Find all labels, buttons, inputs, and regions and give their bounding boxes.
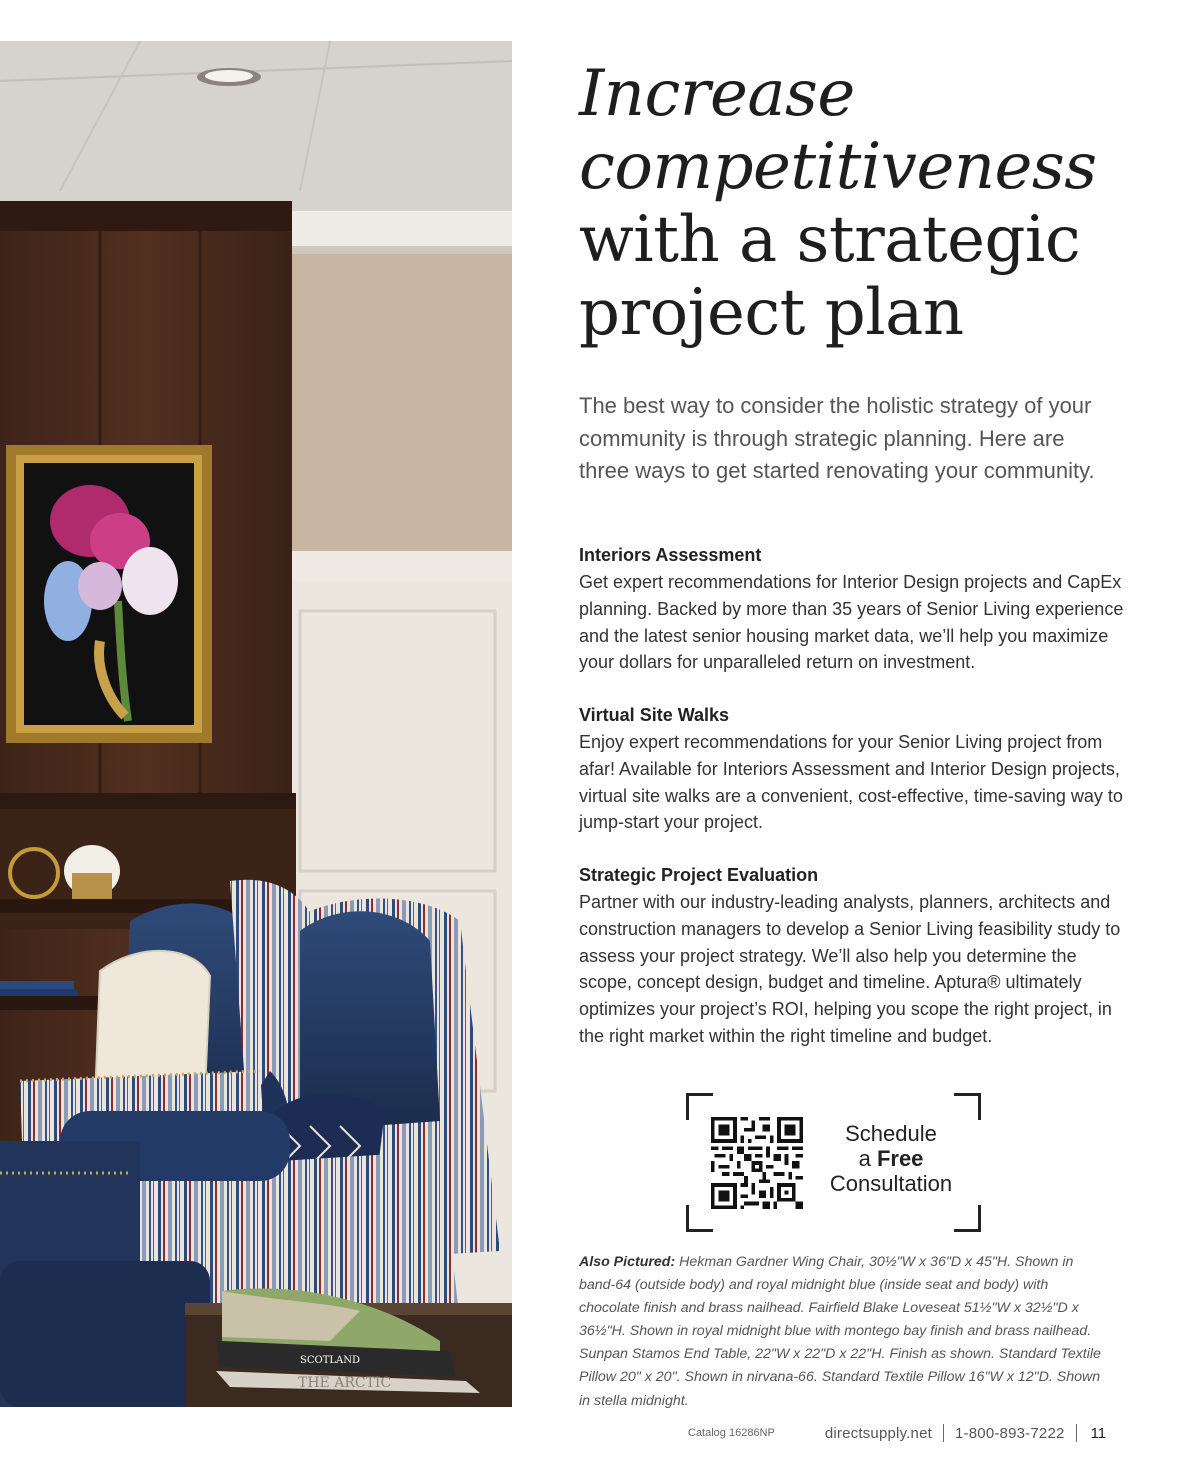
qr-code-icon[interactable] xyxy=(711,1117,803,1209)
catalog-number: Catalog 16286NP xyxy=(688,1427,775,1439)
footer-divider xyxy=(1076,1424,1077,1442)
book-title-arctic: THE ARCTIC xyxy=(298,1375,392,1391)
title-line-1: Increase xyxy=(579,57,855,131)
intro-paragraph: The best way to consider the holistic strategy of your community is through strategic planning. Here are three ways to get started renovating your community. xyxy=(579,393,1095,483)
title-line-3: with a strategic xyxy=(579,203,1081,277)
lounge-scene-illustration xyxy=(0,41,512,1407)
frame-corner xyxy=(954,1205,981,1232)
section-heading: Strategic Project Evaluation xyxy=(579,865,819,885)
website-link[interactable]: directsupply.net xyxy=(824,1424,932,1442)
section-body: Get expert recommendations for Interior Design projects and CapEx planning. Backed by more than 35 years of Senior Living experience and the latest senior housing market data, we’ll help you maximize your dollars for unparalleled return on investment. xyxy=(579,572,1124,673)
section-interiors-assessment xyxy=(579,542,1134,676)
section-heading: Interiors Assessment xyxy=(579,545,762,565)
section-body: Enjoy expert recommendations for your Senior Living project from afar! Available for Interiors Assessment and Interior Design projects, virtual site walks are a convenient, cost-effective, time-saving way to jump-start your project. xyxy=(579,732,1123,833)
cta-free-label: Free xyxy=(876,1146,924,1171)
caption-text: Hekman Gardner Wing Chair, 30½"W x 36"D x 45"H. Shown in band-64 (outside body) and royal midnight blue (inside seat and body) with chocolate finish and brass nailhead. Fairfield Blake Loveseat 51½"W x 32½"D x 36½"H. Shown in royal midnight blue with montego bay finish and brass nailhead. Sunpan Stamos End Table, 22"W x 22"D x 22"H. Finish as shown. Standard Textile Pillow 20" x 20". Shown in nirvana-66. Standard Textile Pillow 16"W x 12"D. Shown in stella midnight. xyxy=(579,1254,1101,1409)
section-heading: Virtual Site Walks xyxy=(579,705,730,725)
caption-lead: Also Pictured: xyxy=(579,1254,676,1270)
page-footer xyxy=(688,1422,1106,1444)
cta-line-2-prefix: a xyxy=(858,1146,877,1171)
frame-corner xyxy=(686,1093,713,1120)
section-strategic-project-evaluation xyxy=(579,862,1134,1050)
page-title xyxy=(579,58,1139,350)
consultation-cta[interactable] xyxy=(686,1093,981,1232)
section-virtual-site-walks xyxy=(579,702,1134,836)
page-number: 11 xyxy=(1090,1424,1107,1442)
cta-line-1: Schedule xyxy=(845,1121,937,1146)
phone-number[interactable]: 1-800-893-7222 xyxy=(955,1424,1065,1442)
title-line-2: competitiveness xyxy=(579,130,1097,204)
cta-line-3: Consultation xyxy=(829,1171,953,1196)
cta-line-2 xyxy=(823,1146,959,1171)
frame-corner xyxy=(954,1093,981,1120)
footer-divider xyxy=(943,1424,944,1442)
also-pictured-caption xyxy=(579,1251,1109,1413)
title-line-4: project plan xyxy=(579,276,964,350)
frame-corner xyxy=(686,1205,713,1232)
book-title-scotland: SCOTLAND xyxy=(300,1355,360,1366)
interior-photo xyxy=(0,41,512,1407)
consultation-text[interactable] xyxy=(823,1121,959,1196)
section-body: Partner with our industry-leading analysts, planners, architects and construction managers to develop a Senior Living feasibility study to assess your project strategy. We’ll also help you determine the scope, concept design, budget and timeline. Aptura® ultimately optimizes your project’s ROI, helping you scope the right project, in the right market within the right timeline and budget. xyxy=(579,892,1121,1046)
